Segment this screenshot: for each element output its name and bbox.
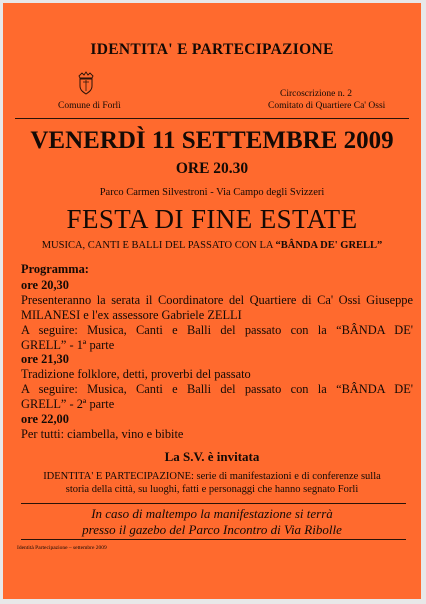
subtitle-text: MUSICA, CANTI E BALLI DEL PASSATO CON LA — [41, 240, 276, 251]
city-crest-icon — [76, 71, 96, 95]
program-line-7: GRELL” - 2ª parte — [21, 397, 115, 411]
band-name: “BÂNDA DE' GRELL” — [275, 240, 383, 251]
comitato-label: Comitato di Quartiere Ca' Ossi — [268, 101, 386, 111]
comune-caption: Comune di Forlì — [58, 101, 121, 111]
top-divider — [15, 118, 409, 119]
event-subtitle — [3, 240, 421, 251]
program-line-4: GRELL” - 1ª parte — [21, 338, 115, 352]
program-line-3: A seguire: Musica, Canti e Balli del passato con la “BÂNDA DE' — [21, 323, 413, 337]
program-time-2: ore 21,30 — [21, 352, 69, 366]
weather-top-divider — [21, 503, 406, 504]
about-line-2: storia della città, su luoghi, fatti e personaggi che hanno segnato Forlì — [65, 484, 359, 495]
event-time: ORE 20.30 — [175, 160, 249, 177]
program-time-3: ore 22,00 — [21, 412, 69, 426]
program-time-1: ore 20,30 — [21, 278, 69, 292]
event-date: VENERDÌ 11 SETTEMBRE 2009 — [30, 127, 394, 154]
program-line-1: Presenteranno la serata il Coordinatore del Quartiere di Ca' Ossi Giuseppe — [21, 293, 413, 307]
weather-line-2: presso il gazebo del Parco Incontro di Via Ribolle — [82, 522, 342, 537]
program-heading: Programma: — [21, 262, 89, 276]
event-location: Parco Carmen Silvestroni - Via Campo degli Svizzeri — [99, 187, 325, 198]
program-line-6: A seguire: Musica, Canti e Balli del passato con la “BÂNDA DE' — [21, 382, 413, 396]
footer-note: Identità Partecipazione – settembre 2009 — [17, 545, 107, 551]
flyer-sheet — [3, 3, 421, 599]
organizer-title: IDENTITA' E PARTECIPAZIONE — [90, 41, 334, 58]
program-line-2: MILANESI e l'ex assessore Gabriele ZELLI — [21, 308, 242, 322]
circoscrizione-label: Circoscrizione n. 2 — [280, 89, 353, 99]
invitation: La S.V. è invitata — [164, 449, 260, 464]
weather-line-1: In caso di maltempo la manifestazione si terrà — [91, 506, 333, 521]
about-series-name: IDENTITA' E PARTECIPAZIONE — [43, 471, 191, 482]
weather-bottom-divider — [21, 539, 406, 540]
program-line-5: Tradizione folklore, detti, proverbi del passato — [21, 367, 251, 381]
program-line-8: Per tutti: ciambella, vino e bibite — [21, 427, 184, 441]
event-name: FESTA DI FINE ESTATE — [66, 204, 358, 234]
about-series-text: : serie di manifestazioni e di conferenze sulla — [191, 471, 381, 482]
about-line-1 — [3, 471, 421, 482]
